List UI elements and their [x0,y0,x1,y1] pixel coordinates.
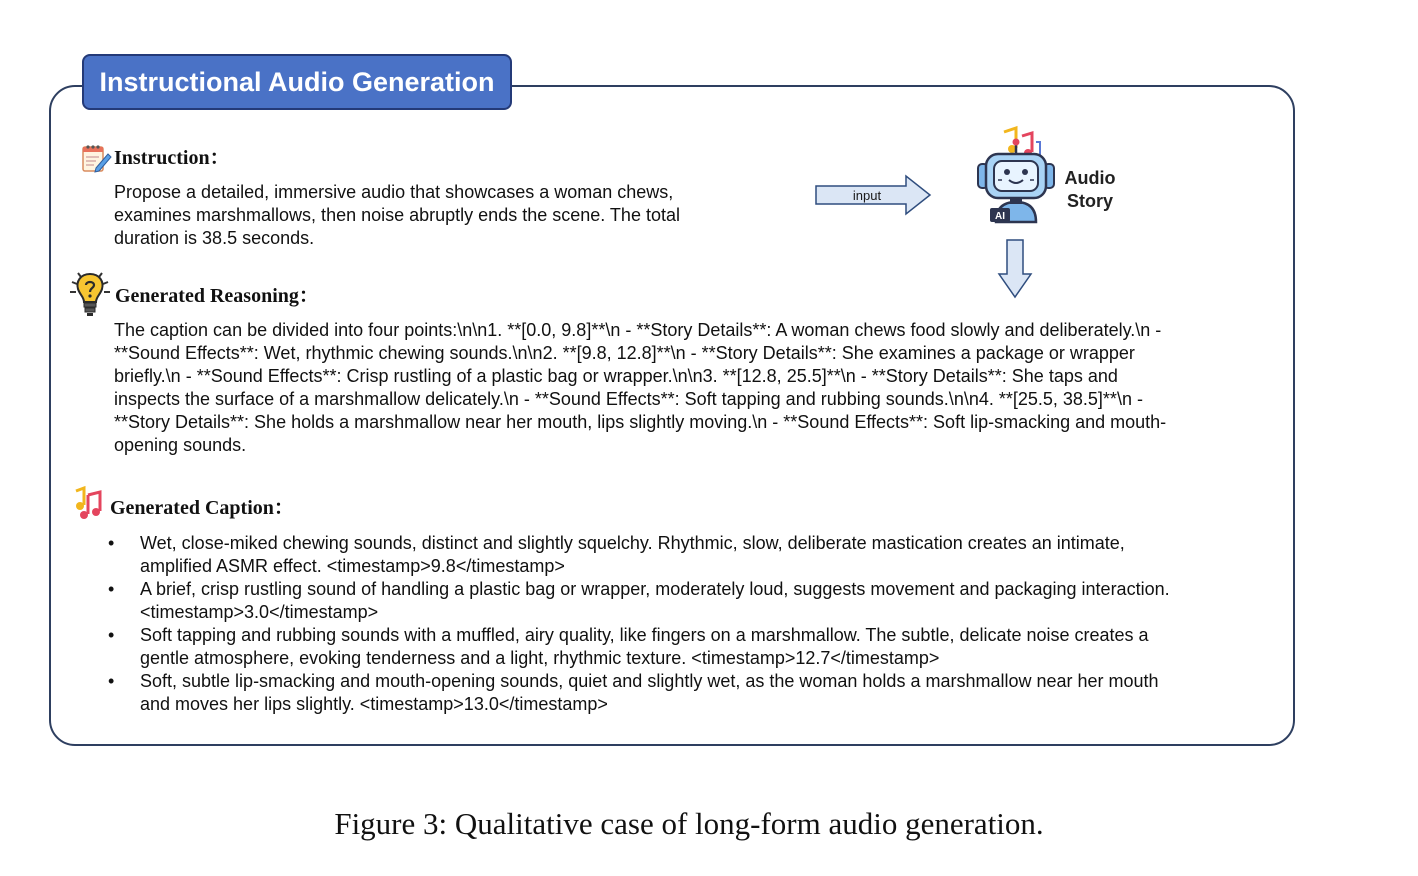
instruction-text [114,181,794,250]
ai-badge: AI [995,211,1005,222]
caption-line: amplified ASMR effect. <timestamp>9.8</timestamp> [140,556,565,576]
input-arrow [814,173,934,217]
caption-line: <timestamp>3.0</timestamp> [140,602,379,622]
reasoning-line: **Story Details**: She holds a marshmallow near her mouth, lips slightly moving.\n - **Sound Effects**: Soft lip-smacking and mouth- [114,412,1167,432]
bullet: • [108,533,115,553]
caption-line: Wet, close-miked chewing sounds, distinct and slightly squelchy. Rhythmic, slow, deliberate mastication creates an intimate, [140,533,1125,553]
reasoning-line: The caption can be divided into four points:\n\n1. **[0.0, 9.8]**\n - **Story Details**: A woman chews food slowly and deliberately.\n - [114,320,1162,340]
audio-story-label [1058,167,1122,213]
lightbulb-question-icon [68,270,112,318]
instruction-line: examines marshmallows, then noise abruptly ends the scene. The total [114,205,680,225]
reasoning-text [114,319,1274,457]
panel-title: Instructional Audio Generation [82,54,512,110]
caption-line: Soft tapping and rubbing sounds with a muffled, airy quality, like fingers on a marshmallow. The subtle, delicate noise creates a [140,625,1149,645]
robot-music-icon [970,122,1062,228]
audio-story-line: Audio [1064,168,1116,188]
reasoning-line: opening sounds. [114,435,247,455]
bullet: • [108,625,115,645]
instruction-line: Propose a detailed, immersive audio that showcases a woman chews, [114,182,674,202]
caption-list [108,532,1258,716]
input-arrow-label: input [852,188,882,203]
figure-caption: Figure 3: Qualitative case of long-form audio generation. [334,806,1044,841]
caption-line: Soft, subtle lip-smacking and mouth-opening sounds, quiet and slightly wet, as the woman holds a marshmallow near her mouth [140,671,1159,691]
caption-item [108,578,1258,624]
reasoning-line: briefly.\n - **Sound Effects**: Crisp rustling of a plastic bag or wrapper.\n\n3. **[12.8, 25.5]**\n - **Story Details**: She taps and [114,366,1118,386]
caption-item [108,532,1258,578]
bullet: • [108,579,115,599]
instruction-line: duration is 38.5 seconds. [114,228,315,248]
caption-line: and moves her lips slightly. <timestamp>13.0</timestamp> [140,694,608,714]
bullet: • [108,671,115,691]
down-arrow-icon [996,238,1034,300]
caption-item [108,624,1258,670]
notepad-pencil-icon [80,142,112,174]
instruction-heading: Instruction： [114,147,230,169]
music-notes-icon [70,485,106,521]
reasoning-line: inspects the surface of a marshmallow delicately.\n - **Sound Effects**: Soft tapping and rubbing sounds.\n\n4. **[25.5, 38.5]**\n - [114,389,1143,409]
audio-story-line: Story [1066,191,1113,211]
reasoning-line: **Sound Effects**: Wet, rhythmic chewing sounds.\n\n2. **[9.8, 12.8]**\n - **Story Details**: She examines a package or wrapper [114,343,1135,363]
reasoning-heading: Generated Reasoning： [115,285,319,307]
caption-line: gentle atmosphere, evoking tenderness and a light, rhythmic texture. <timestamp>12.7</timestamp> [140,648,940,668]
caption-heading: Generated Caption： [110,497,294,519]
caption-line: A brief, crisp rustling sound of handling a plastic bag or wrapper, moderately loud, suggests movement and packaging interaction. [140,579,1170,599]
caption-item [108,670,1258,716]
